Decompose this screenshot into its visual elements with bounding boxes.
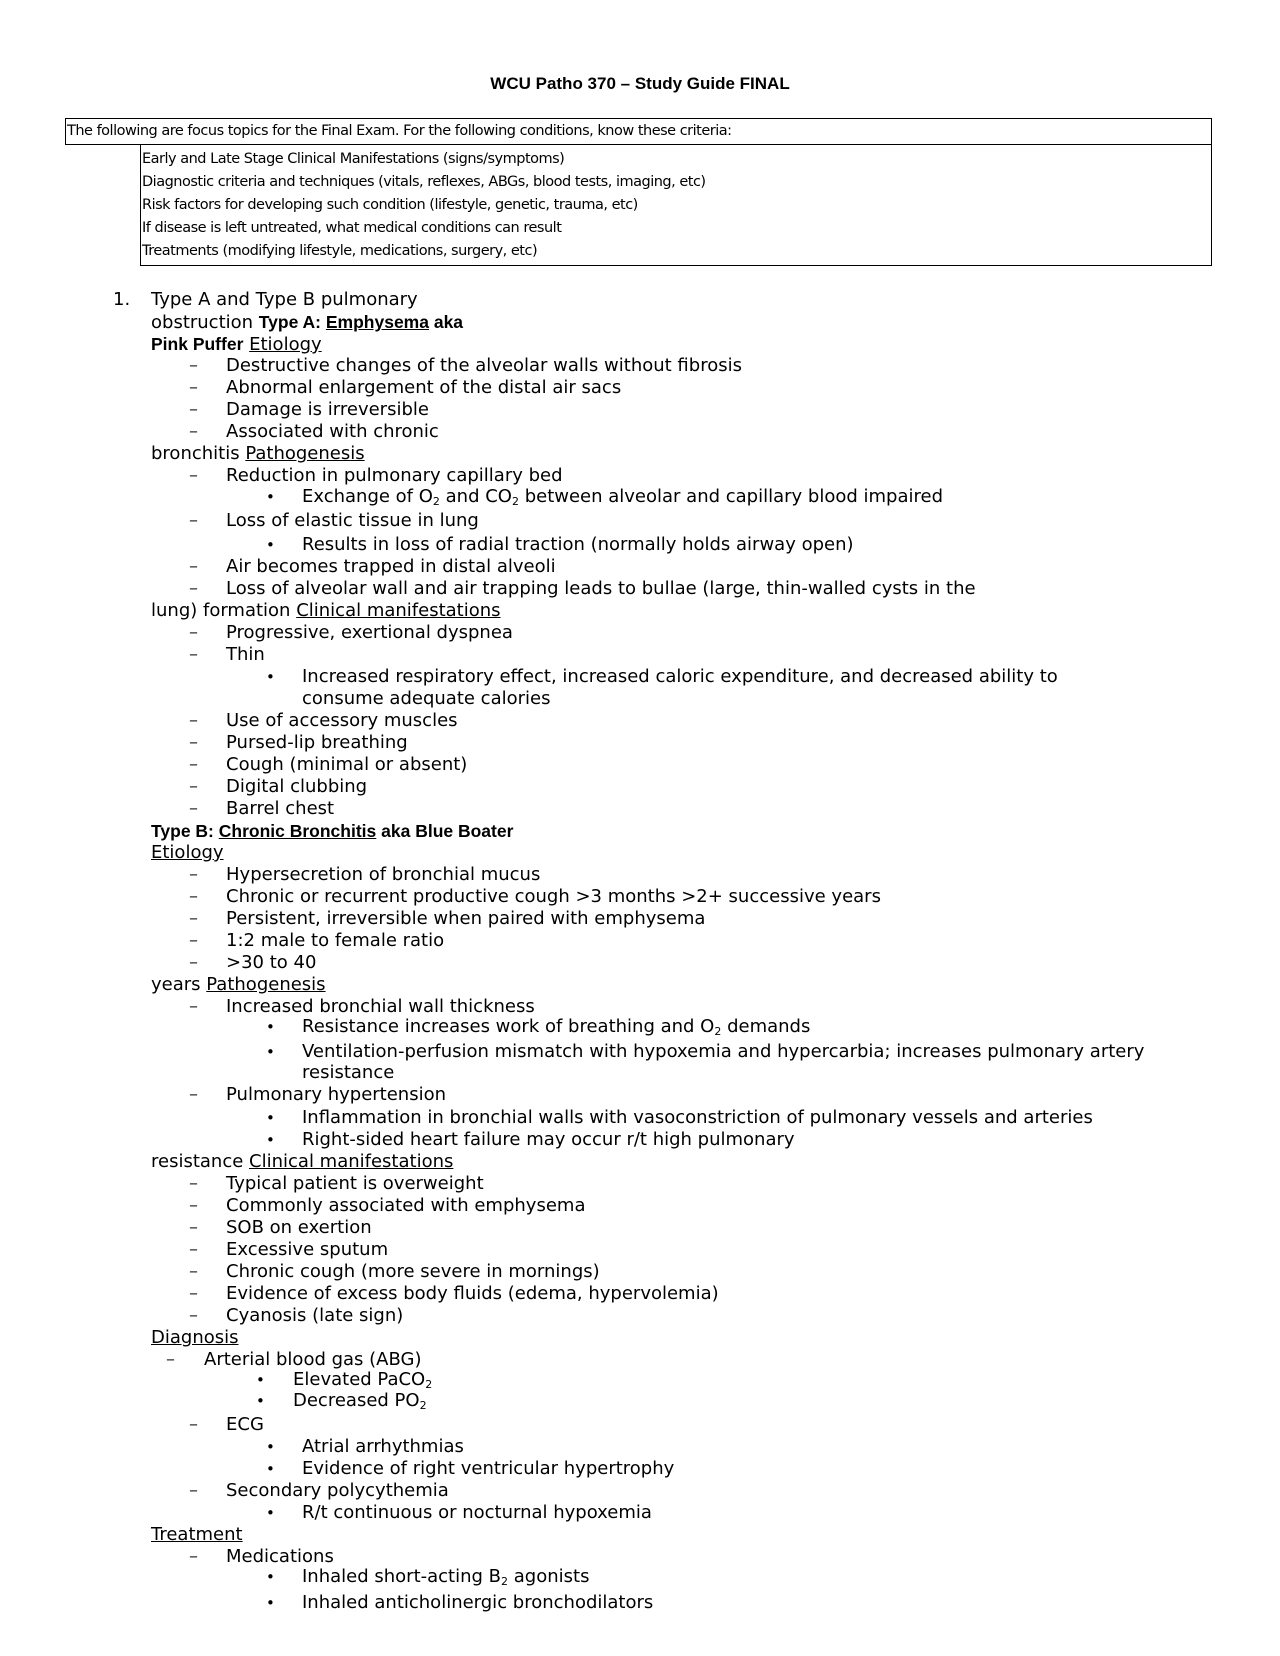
type-b-heading: Type B: Chronic Bronchitis aka Blue Boater [151,821,514,841]
list-item: Excessive sputum [226,1239,389,1260]
dash-marker: – [189,465,198,486]
section-heading: lung) formation Clinical manifestations [151,600,501,621]
list-item: Chronic cough (more severe in mornings) [226,1261,600,1282]
list-item: Loss of elastic tissue in lung [226,510,479,531]
pathogenesis-heading: Pathogenesis [206,974,326,995]
dash-marker: – [189,421,198,442]
dash-marker: – [189,1546,198,1567]
list-item: Damage is irreversible [226,399,429,420]
dash-marker: – [189,908,198,929]
list-item: Medications [226,1546,334,1567]
sub-list-item: Resistance increases work of breathing and $O_2$ demands [302,1016,811,1038]
bullet-marker: • [266,488,275,506]
list-item: Destructive changes of the alveolar walls without fibrosis [226,355,742,376]
list-number: 1. [113,289,131,310]
list-item: Barrel chest [226,798,335,819]
criteria-item: Treatments (modifying lifestyle, medications, surgery, etc) [142,243,538,259]
sub-list-item-continued: resistance [302,1062,395,1083]
dash-marker: – [189,776,198,797]
bullet-marker: • [266,536,275,554]
list-item: 1:2 male to female ratio [226,930,445,951]
dash-marker: – [189,556,198,577]
list-item: Secondary polycythemia [226,1480,449,1501]
chronic-bronchitis-title: Chronic Bronchitis [218,821,377,841]
bullet-marker: • [266,1594,275,1612]
list-item: Chronic or recurrent productive cough >3 months >2+ successive years [226,886,881,907]
bullet-marker: • [266,1043,275,1061]
dash-marker: – [189,1283,198,1304]
list-item: Evidence of excess body fluids (edema, hypervolemia) [226,1283,719,1304]
topic-heading-line: obstruction Type A: Emphysema aka [151,312,464,333]
criteria-item: Early and Late Stage Clinical Manifestations (signs/symptoms) [142,151,565,167]
dash-marker: – [189,644,198,665]
dash-marker: – [189,1480,198,1501]
list-item: Hypersecretion of bronchial mucus [226,864,541,885]
emphysema-title: Emphysema [325,312,429,332]
dash-marker: – [166,1349,175,1370]
list-item: Arterial blood gas (ABG) [204,1349,422,1370]
dash-marker: – [189,710,198,731]
sub-list-item: Right-sided heart failure may occur r/t high pulmonary [302,1129,795,1150]
dash-marker: – [189,754,198,775]
focus-topics-box [65,118,1212,145]
list-item: Pulmonary hypertension [226,1084,447,1105]
list-item: Digital clubbing [226,776,368,797]
bullet-marker: • [266,1109,275,1127]
sub-list-item: Results in loss of radial traction (normally holds airway open) [302,534,854,555]
bullet-marker: • [266,1504,275,1522]
dash-marker: – [189,377,198,398]
sub-list-item: R/t continuous or nocturnal hypoxemia [302,1502,652,1523]
bullet-marker: • [256,1392,265,1410]
criteria-item: If disease is left untreated, what medical conditions can result [142,220,562,236]
sub-list-item: Inhaled short-acting $B_2$ agonists [302,1566,590,1588]
dash-marker: – [189,798,198,819]
section-heading: years Pathogenesis [151,974,326,995]
focus-intro-text: The following are focus topics for the Final Exam. For the following conditions, know these criteria: [67,123,732,139]
etiology-heading: Etiology [249,334,322,355]
criteria-list [140,145,1212,266]
sub-list-item: Ventilation-perfusion mismatch with hypoxemia and hypercarbia; increases pulmonary artery [302,1041,1145,1062]
etiology-heading: Etiology [151,842,224,863]
sub-list-item: Increased respiratory effect, increased caloric expenditure, and decreased ability to [302,666,1058,687]
section-heading: Pink Puffer Etiology [151,334,322,355]
dash-marker: – [189,510,198,531]
list-item: Pursed-lip breathing [226,732,408,753]
diagnosis-heading: Diagnosis [151,1327,239,1348]
dash-marker: – [189,622,198,643]
criteria-item: Diagnostic criteria and techniques (vitals, reflexes, ABGs, blood tests, imaging, etc) [142,174,706,190]
dash-marker: – [189,1173,198,1194]
dash-marker: – [189,578,198,599]
dash-marker: – [189,355,198,376]
list-item: Associated with chronic [226,421,439,442]
section-heading [151,1327,239,1349]
dash-marker: – [189,864,198,885]
bullet-marker: • [266,1131,275,1149]
dash-marker: – [189,1305,198,1326]
sub-list-item: Evidence of right ventricular hypertrophy [302,1458,675,1479]
pathogenesis-heading: Pathogenesis [245,443,365,464]
dash-marker: – [189,1084,198,1105]
section-heading: resistance Clinical manifestations [151,1151,454,1172]
list-item: Commonly associated with emphysema [226,1195,586,1216]
section-heading [151,842,224,864]
topic-heading-line: Type A and Type B pulmonary [151,289,418,310]
dash-marker: – [189,996,198,1017]
dash-marker: – [189,952,198,973]
bullet-marker: • [256,1371,265,1389]
dash-marker: – [189,1261,198,1282]
sub-list-item: Decreased $PO_2$ [293,1390,427,1412]
list-item: Persistent, irreversible when paired with emphysema [226,908,706,929]
clinical-manifestations-heading: Clinical manifestations [296,600,501,621]
list-item: Thin [226,644,265,665]
dash-marker: – [189,1217,198,1238]
sub-list-item: Atrial arrhythmias [302,1436,464,1457]
bullet-marker: • [266,1568,275,1586]
list-item: Reduction in pulmonary capillary bed [226,465,563,486]
sub-list-item: Inhaled anticholinergic bronchodilators [302,1592,654,1613]
page-title: WCU Patho 370 – Study Guide FINAL [490,74,790,93]
list-item: Air becomes trapped in distal alveoli [226,556,556,577]
criteria-item: Risk factors for developing such condition (lifestyle, genetic, trauma, etc) [142,197,638,213]
list-item: Abnormal enlargement of the distal air sacs [226,377,622,398]
list-item: Cyanosis (late sign) [226,1305,404,1326]
list-item: SOB on exertion [226,1217,372,1238]
list-item: Increased bronchial wall thickness [226,996,535,1017]
sub-list-item: Exchange of $O_2$ and $CO_2$ between alveolar and capillary blood impaired [302,486,944,508]
section-heading: bronchitis Pathogenesis [151,443,365,464]
bullet-marker: • [266,1018,275,1036]
bullet-marker: • [266,1460,275,1478]
dash-marker: – [189,1195,198,1216]
dash-marker: – [189,1239,198,1260]
sub-list-item: Inflammation in bronchial walls with vasoconstriction of pulmonary vessels and arteries [302,1107,1093,1128]
bullet-marker: • [266,668,275,686]
list-item: Typical patient is overweight [226,1173,484,1194]
section-heading [151,1524,243,1546]
sub-list-item-continued: consume adequate calories [302,688,551,709]
dash-marker: – [189,886,198,907]
sub-list-item: Elevated PaCO$_2$ [293,1369,433,1391]
list-item: >30 to 40 [226,952,317,973]
treatment-heading: Treatment [151,1524,243,1545]
list-item: Cough (minimal or absent) [226,754,468,775]
dash-marker: – [189,399,198,420]
list-item: ECG [226,1414,264,1435]
dash-marker: – [189,1414,198,1435]
list-item: Use of accessory muscles [226,710,458,731]
list-item: Progressive, exertional dyspnea [226,622,513,643]
bullet-marker: • [266,1438,275,1456]
clinical-manifestations-heading: Clinical manifestations [249,1151,454,1172]
list-item: Loss of alveolar wall and air trapping leads to bullae (large, thin-walled cysts in the [226,578,976,599]
dash-marker: – [189,930,198,951]
dash-marker: – [189,732,198,753]
